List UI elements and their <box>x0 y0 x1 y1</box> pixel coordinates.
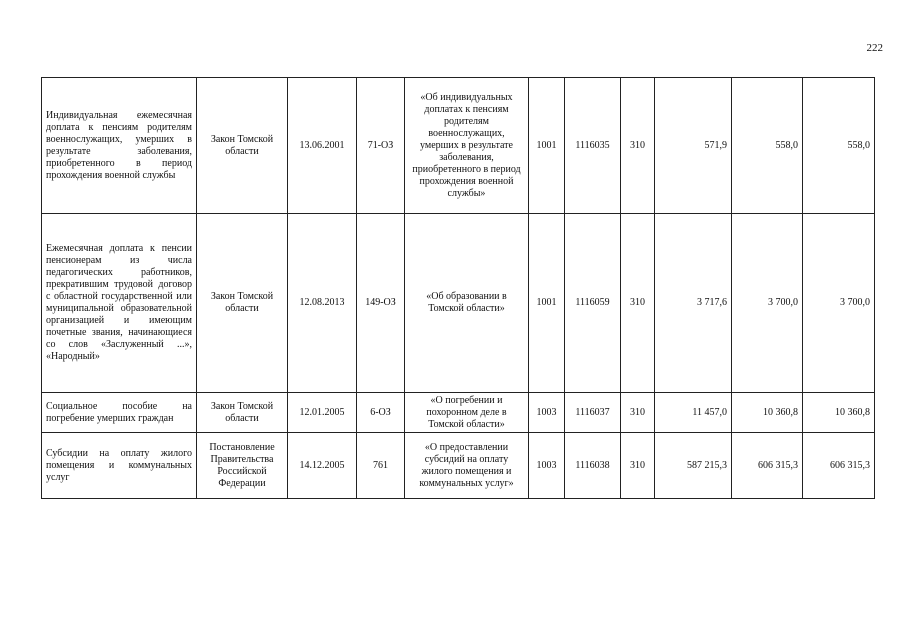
legal-act-number: 149-ОЗ <box>357 214 405 393</box>
obligation-name: Ежемесячная доплата к пенсии пенсионерам из числа педагогических работников, прекратившим трудовой договор с областной государственной или муниципальной образовательной организацией и имеющим почетные звания, начинающиеся со слов «Заслуженный ...», «Народный» <box>42 214 197 393</box>
obligation-name: Субсидии на оплату жилого помещения и коммунальных услуг <box>42 433 197 499</box>
amount-year-1: 571,9 <box>655 78 732 214</box>
legal-act-type: Закон Томской области <box>197 214 288 393</box>
amount-year-2: 558,0 <box>732 78 803 214</box>
expense-kind-code: 310 <box>621 393 655 433</box>
legal-act-number: 6-ОЗ <box>357 393 405 433</box>
table-row <box>42 393 875 433</box>
obligation-name: Социальное пособие на погребение умерших граждан <box>42 393 197 433</box>
expense-kind-code: 310 <box>621 78 655 214</box>
amount-year-3: 3 700,0 <box>803 214 875 393</box>
amount-year-2: 3 700,0 <box>732 214 803 393</box>
amount-year-1: 11 457,0 <box>655 393 732 433</box>
legal-act-date: 12.08.2013 <box>288 214 357 393</box>
target-article-code: 1116059 <box>565 214 621 393</box>
obligation-name: Индивидуальная ежемесячная доплата к пенсиям родителям военнослужащих, умерших в результате заболевания, приобретенного в период прохождения военной службы <box>42 78 197 214</box>
legal-act-type: Закон Томской области <box>197 393 288 433</box>
amount-year-3: 558,0 <box>803 78 875 214</box>
target-article-code: 1116037 <box>565 393 621 433</box>
section-code: 1001 <box>529 214 565 393</box>
expense-kind-code: 310 <box>621 214 655 393</box>
section-code: 1003 <box>529 393 565 433</box>
legal-act-number: 71-ОЗ <box>357 78 405 214</box>
amount-year-1: 3 717,6 <box>655 214 732 393</box>
section-code: 1003 <box>529 433 565 499</box>
expense-kind-code: 310 <box>621 433 655 499</box>
legal-act-title: «Об индивидуальных доплатах к пенсиям родителям военнослужащих, умерших в результате заболевания, приобретенного в период прохождения военной службы» <box>405 78 529 214</box>
legal-act-type: Постановление Правительства Российской Федерации <box>197 433 288 499</box>
amount-year-2: 10 360,8 <box>732 393 803 433</box>
amount-year-3: 10 360,8 <box>803 393 875 433</box>
table-row <box>42 214 875 393</box>
table-row <box>42 78 875 214</box>
legal-act-title: «Об образовании в Томской области» <box>405 214 529 393</box>
target-article-code: 1116035 <box>565 78 621 214</box>
section-code: 1001 <box>529 78 565 214</box>
legal-act-type: Закон Томской области <box>197 78 288 214</box>
amount-year-2: 606 315,3 <box>732 433 803 499</box>
target-article-code: 1116038 <box>565 433 621 499</box>
legal-act-date: 14.12.2005 <box>288 433 357 499</box>
amount-year-1: 587 215,3 <box>655 433 732 499</box>
legal-act-title: «О предоставлении субсидий на оплату жилого помещения и коммунальных услуг» <box>405 433 529 499</box>
table-row <box>42 433 875 499</box>
legal-act-title: «О погребении и похоронном деле в Томской области» <box>405 393 529 433</box>
legal-act-date: 12.01.2005 <box>288 393 357 433</box>
amount-year-3: 606 315,3 <box>803 433 875 499</box>
budget-obligations-table <box>41 77 875 499</box>
legal-act-date: 13.06.2001 <box>288 78 357 214</box>
legal-act-number: 761 <box>357 433 405 499</box>
page-number: 222 <box>866 42 883 54</box>
